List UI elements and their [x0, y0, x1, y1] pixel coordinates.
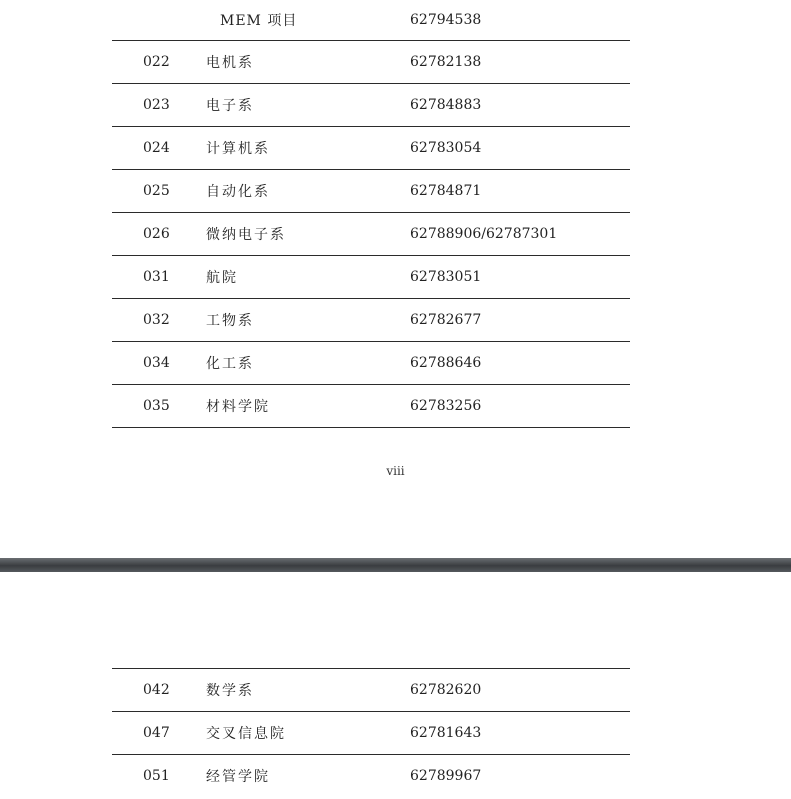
table-row: [112, 668, 630, 712]
dept-name: MEM 项目: [220, 13, 298, 29]
dept-code: 047: [143, 725, 170, 741]
dept-name: 微纳电子系: [206, 227, 286, 243]
dept-phone: 62788906/62787301: [410, 226, 558, 242]
dept-name: 航院: [206, 270, 238, 286]
page-number: viii: [386, 464, 405, 478]
contact-table-bottom: [112, 668, 630, 797]
table-row: [112, 84, 630, 127]
dept-code: 024: [143, 140, 170, 156]
table-row: [112, 755, 630, 797]
table-row: [112, 299, 630, 342]
dept-name: 材料学院: [206, 399, 270, 415]
table-row: [112, 213, 630, 256]
dept-phone: 62794538: [410, 12, 482, 28]
dept-name: 电机系: [206, 55, 254, 71]
dept-name: 自动化系: [206, 184, 270, 200]
dept-code: 026: [143, 226, 170, 242]
dept-phone: 62789967: [410, 768, 482, 784]
page-separator: [0, 558, 791, 572]
dept-phone: 62781643: [410, 725, 482, 741]
dept-name: 数学系: [206, 683, 254, 699]
dept-code: 031: [143, 269, 170, 285]
dept-phone: 62784871: [410, 183, 482, 199]
table-row: [112, 0, 630, 41]
dept-code: 035: [143, 398, 170, 414]
table-row: [112, 41, 630, 84]
dept-code: 042: [143, 682, 170, 698]
dept-name: 计算机系: [206, 141, 270, 157]
dept-name: 工物系: [206, 313, 254, 329]
dept-phone: 62783051: [410, 269, 482, 285]
table-row: [112, 127, 630, 170]
dept-phone: 62784883: [410, 97, 482, 113]
dept-name: 化工系: [206, 356, 254, 372]
dept-code: 051: [143, 768, 170, 784]
dept-code: 032: [143, 312, 170, 328]
table-row: [112, 170, 630, 213]
contact-table-top: [112, 0, 630, 428]
dept-name: 经管学院: [206, 769, 270, 785]
dept-phone: 62788646: [410, 355, 482, 371]
dept-code: 023: [143, 97, 170, 113]
dept-code: 025: [143, 183, 170, 199]
dept-phone: 62783054: [410, 140, 482, 156]
dept-code: 022: [143, 54, 170, 70]
table-row: [112, 342, 630, 385]
dept-name: 电子系: [206, 98, 254, 114]
dept-phone: 62782677: [410, 312, 482, 328]
document-page-bottom: [0, 572, 791, 799]
dept-phone: 62782620: [410, 682, 482, 698]
table-row: [112, 385, 630, 428]
table-row: [112, 256, 630, 299]
table-row: [112, 712, 630, 755]
dept-name: 交叉信息院: [206, 726, 286, 742]
dept-code: 034: [143, 355, 170, 371]
dept-phone: 62782138: [410, 54, 482, 70]
dept-phone: 62783256: [410, 398, 482, 414]
